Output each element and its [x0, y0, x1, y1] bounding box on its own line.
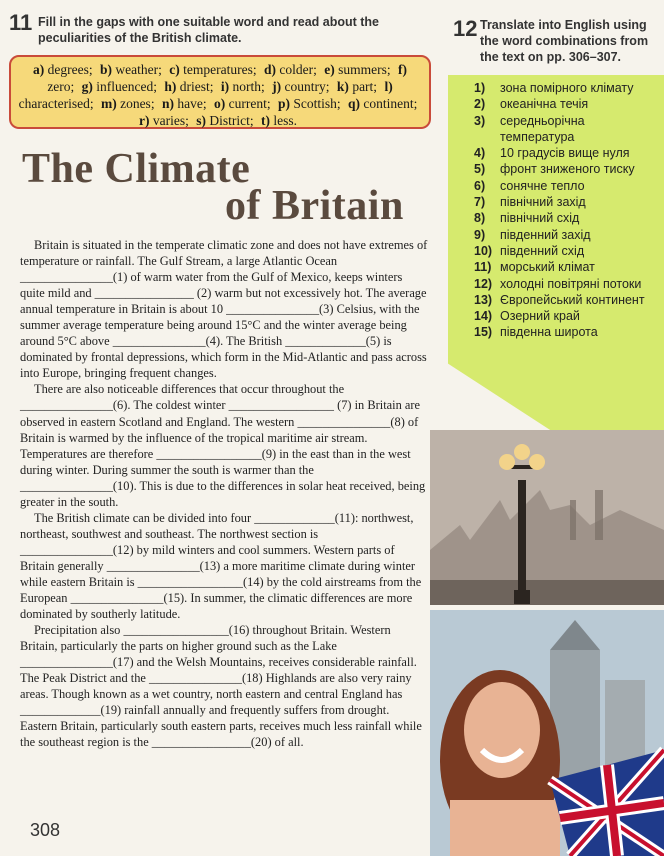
reading-passage	[20, 237, 428, 751]
exercise-12-number: 12	[453, 16, 478, 41]
translation-list	[474, 80, 660, 341]
word-bank-word: country;	[284, 79, 330, 94]
word-bank-letter: a)	[33, 62, 45, 77]
word-bank-letter: i)	[220, 79, 230, 94]
translation-item-text: фронт зниженого тиску	[500, 162, 635, 177]
translation-item-number: 8)	[474, 211, 486, 226]
word-bank-item	[196, 113, 253, 128]
word-bank-word: varies;	[152, 113, 189, 128]
word-bank-item	[278, 96, 341, 111]
word-bank-item	[164, 79, 213, 94]
word-bank-letter: r)	[139, 113, 150, 128]
exercise-12-instruction: Translate into English using the word combinations from the text on pp. 306–307.	[480, 18, 649, 64]
passage-paragraph-4: Precipitation also _________________(16) throughout Britain. Western Britain, particularly the parts on higher ground such as the Lake _______________(17) and the Welsh Mountains, receives considerable rainfall. The Peak District and the _______________(18) Highlands are also very rainy areas. Though known as a wet country, north eastern and central England has _____________(19) rainfall annually and frequently suffers from drought. Eastern Britain, particularly south eastern parts, receives much less rainfall while the southeast region is the ________________(20) of all.	[20, 623, 422, 750]
word-bank-item	[139, 113, 189, 128]
word-bank-item	[162, 96, 207, 111]
translation-item	[474, 227, 660, 243]
translation-item	[474, 276, 660, 292]
translation-item-text: Європейський континент	[500, 292, 645, 307]
translation-item-number: 5)	[474, 162, 486, 177]
translation-item	[474, 145, 660, 161]
word-bank-item	[221, 79, 265, 94]
translation-item	[474, 210, 660, 226]
translation-item-text: середньорічна температура	[500, 113, 585, 144]
translation-item-text: північний схід	[500, 211, 580, 226]
translation-item-number: 15)	[474, 325, 493, 340]
word-bank-letter: f)	[397, 62, 407, 77]
word-bank-letter: s)	[196, 113, 206, 128]
translation-item-number: 4)	[474, 146, 486, 161]
photo-lamppost-fog	[430, 430, 664, 605]
translation-item-number: 1)	[474, 81, 486, 95]
translation-item	[474, 259, 660, 275]
word-bank-item	[82, 79, 157, 94]
translation-item-number: 2)	[474, 97, 486, 112]
word-bank-word: degrees;	[47, 62, 93, 77]
translation-item-number: 13)	[474, 292, 493, 307]
translation-item-text: 10 градусів вище нуля	[500, 146, 630, 161]
word-bank-word: District;	[209, 113, 254, 128]
word-bank-letter: p)	[277, 96, 290, 111]
word-bank-letter: c)	[169, 62, 180, 77]
translation-item	[474, 178, 660, 194]
photo-woman-flag	[430, 610, 664, 856]
word-bank-letter: l)	[384, 79, 393, 94]
word-bank-word: zero;	[47, 79, 75, 94]
word-bank-word: zones;	[120, 96, 155, 111]
word-bank-item	[272, 79, 329, 94]
translation-item	[474, 113, 660, 146]
word-bank-item	[337, 79, 377, 94]
translation-item-number: 3)	[474, 113, 486, 128]
word-bank-item	[261, 113, 297, 128]
word-bank-item	[324, 62, 390, 77]
word-bank-letter: d)	[263, 62, 276, 77]
translation-item-number: 6)	[474, 178, 486, 193]
word-bank-letter: n)	[161, 96, 174, 111]
translation-item-text: сонячне тепло	[500, 178, 585, 193]
translation-item-number: 7)	[474, 195, 486, 210]
lamppost-illustration	[430, 430, 664, 605]
word-bank-item	[264, 62, 317, 77]
passage-paragraph-1: Britain is situated in the temperate climatic zone and does not have extremes of temperature or rainfall. The Gulf Stream, a large Atlantic Ocean _______________(1) of warm water from the Gulf of Mexico, keeps winters quite mild and ________________ (2) warm but not excessively hot. The average annual temperature in Britain is about 10 _______________(3) Celsius, with the summer average temperature being around 15°C and the winter average being around 5°C above _______________(4). The British _____________(5) is dominated by frontal depressions, which form in the Mid-Atlantic and pass across into Europe, bringing frequent changes.	[20, 238, 428, 381]
word-bank-item	[348, 96, 417, 111]
word-bank-word: characterised;	[18, 96, 94, 111]
translation-item-text: зона помірного клімату	[500, 81, 634, 95]
word-bank-letter: g)	[81, 79, 93, 94]
translation-item	[474, 324, 660, 340]
word-bank-word: summers;	[338, 62, 391, 77]
translation-item-number: 10)	[474, 243, 493, 258]
translation-item-number: 11)	[474, 260, 492, 275]
word-bank-item	[101, 96, 155, 111]
translation-item-text: північний захід	[500, 195, 586, 210]
translation-item-text: Озерний край	[500, 309, 580, 324]
word-bank-word: have;	[177, 96, 207, 111]
word-bank-word: influenced;	[96, 79, 158, 94]
word-bank-word: weather;	[115, 62, 162, 77]
translation-item-number: 12)	[474, 276, 493, 291]
translation-item-text: південна широта	[500, 325, 598, 340]
translation-item	[474, 96, 660, 112]
word-bank-word: colder;	[279, 62, 317, 77]
word-bank-item	[33, 62, 93, 77]
translation-item	[474, 308, 660, 324]
translation-item-text: південний захід	[500, 227, 591, 242]
woman-flag-illustration	[430, 610, 664, 856]
word-bank-letter: o)	[213, 96, 226, 111]
translation-item-text: морський клімат	[500, 260, 595, 275]
translation-item-text: південний схід	[500, 243, 585, 258]
word-bank-item	[169, 62, 256, 77]
translation-item-text: холодні повітряні потоки	[500, 276, 642, 291]
word-bank-word: driest;	[179, 79, 214, 94]
word-bank-letter: m)	[100, 96, 117, 111]
translation-item	[474, 194, 660, 210]
word-bank-item	[100, 62, 162, 77]
word-bank-letter: b)	[100, 62, 113, 77]
page-number: 308	[30, 820, 61, 840]
word-bank-letter: q)	[347, 96, 360, 111]
word-bank-box	[9, 55, 431, 129]
translation-item	[474, 80, 660, 96]
word-bank-word: temperatures;	[183, 62, 257, 77]
word-bank-word: current;	[228, 96, 271, 111]
word-bank-word: north;	[232, 79, 265, 94]
passage-paragraph-3: The British climate can be divided into four _____________(11): northwest, northeast, southwest and southeast. The northwest section is _______________(12) by mild winters and cool summers. Western parts of Britain generally _______________(13) a more maritime climate during winter while eastern Britain is _________________(14) by the cold airstreams from the European _______________(15). In summer, the climatic differences are more dominated by southerly latitude.	[20, 510, 422, 622]
passage-paragraph-2: There are also noticeable differences that occur throughout the _______________(6). The coldest winter _________________ (7) in Britain are observed in eastern Scotland and England. The western _______________(8) of Britain is warmed by the influence of the tropical maritime air stream. Temperatures are therefore _________________(9) in the east than in the west during winter. During summer the south is warmer than the _______________(10). This is due to the differences in solar heat received, being greater in the south.	[20, 382, 426, 509]
word-bank-word: continent;	[363, 96, 418, 111]
word-bank-letter: j)	[272, 79, 282, 94]
translation-item	[474, 292, 660, 308]
word-bank-word: Scottish;	[293, 96, 341, 111]
exercise-11-number: 11	[9, 10, 33, 35]
exercise-11-instruction: Fill in the gaps with one suitable word and read about the peculiarities of the British climate.	[38, 15, 379, 45]
word-bank-word: part;	[352, 79, 378, 94]
translation-item-text: океанічна течія	[500, 97, 589, 112]
translation-item-number: 14)	[474, 309, 493, 324]
word-bank-letter: h)	[164, 79, 177, 94]
word-bank-letter: k)	[336, 79, 349, 94]
translation-item-number: 9)	[474, 227, 486, 242]
article-title-line-1: The Climate	[22, 146, 251, 192]
word-bank-letter: e)	[324, 62, 335, 77]
word-bank-letter: t)	[261, 113, 270, 128]
article-title-line-2: of Britain	[225, 183, 404, 229]
word-bank-item	[214, 96, 271, 111]
word-bank-word: less.	[273, 113, 297, 128]
translation-item	[474, 161, 660, 177]
translation-item	[474, 243, 660, 259]
